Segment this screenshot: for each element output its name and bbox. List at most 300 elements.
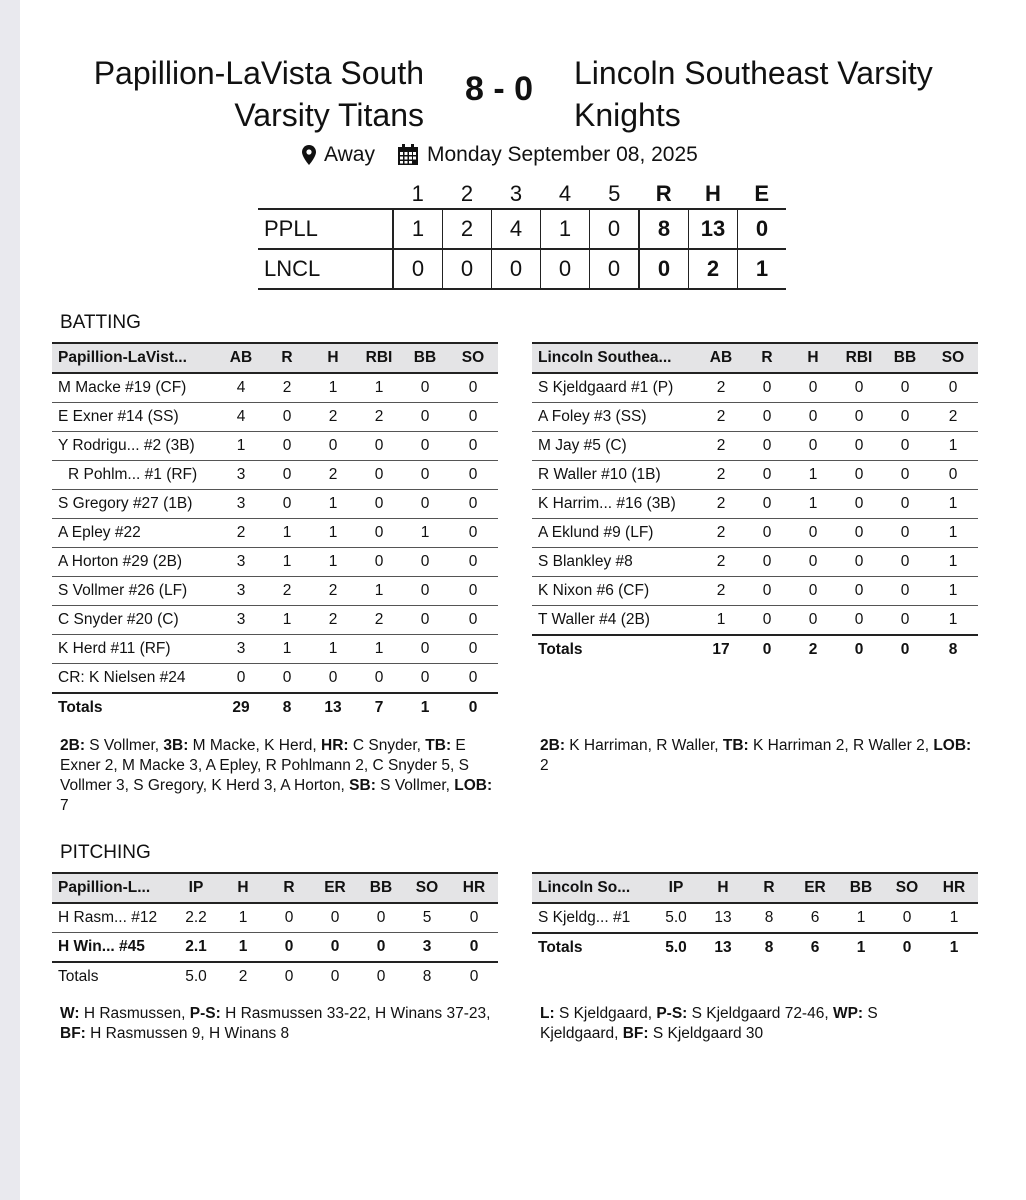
inning-score: 0 (590, 249, 640, 289)
stat-cell: 0 (402, 490, 448, 519)
stat-column-header: RBI (836, 343, 882, 373)
inning-score: 0 (541, 249, 590, 289)
note-key: L: (540, 1005, 555, 1022)
stat-cell: 1 (930, 903, 978, 933)
player-name: H Win... #45 (52, 933, 172, 963)
pitching-notes-away (540, 1004, 960, 1044)
stat-cell: 0 (790, 432, 836, 461)
stat-cell: 1 (356, 373, 402, 403)
player-name: C Snyder #20 (C) (52, 606, 218, 635)
note-key: SB: (349, 777, 376, 794)
note-key: LOB: (933, 737, 972, 754)
player-name: S Kjeldgaard #1 (P) (532, 373, 698, 403)
stat-cell: 0 (744, 548, 790, 577)
game-header (20, 52, 1026, 134)
totals-cell: 7 (356, 693, 402, 722)
stat-cell: 0 (882, 577, 928, 606)
stat-cell: 2 (310, 403, 356, 432)
stat-cell: 0 (358, 933, 404, 963)
note-key: WP: (832, 1005, 864, 1022)
player-row (52, 403, 498, 432)
batting-table-away (532, 342, 978, 664)
note-key: W: (60, 1005, 80, 1022)
pitching-table-away (532, 872, 978, 962)
player-row (532, 606, 978, 636)
away-team-line2: Knights (574, 97, 681, 133)
stat-column-header: IP (652, 873, 700, 903)
totals-cell: 0 (266, 962, 312, 991)
stat-cell: 2 (698, 373, 744, 403)
stat-cell: 1 (838, 903, 884, 933)
totals-cell: 2 (790, 635, 836, 664)
runs-total: 8 (639, 209, 689, 249)
stat-cell: 1 (264, 606, 310, 635)
stat-cell: 0 (882, 519, 928, 548)
stat-cell: 0 (744, 373, 790, 403)
inning-header: 5 (608, 181, 621, 206)
stat-cell: 1 (220, 903, 266, 933)
totals-cell: 2 (220, 962, 266, 991)
stat-cell: 0 (312, 933, 358, 963)
note-value: K Harriman 2, R Waller 2, (748, 737, 934, 754)
stat-cell: 0 (358, 903, 404, 933)
inning-header: 1 (411, 181, 424, 206)
inning-header: 2 (460, 181, 474, 206)
player-row (52, 606, 498, 635)
runs-header: R (655, 181, 672, 206)
stat-cell: 2.2 (172, 903, 220, 933)
totals-cell: 0 (884, 933, 930, 962)
player-row (52, 933, 498, 963)
stat-cell: 2 (698, 519, 744, 548)
stat-column-header: AB (698, 343, 744, 373)
stat-cell: 3 (218, 577, 264, 606)
stat-cell: 0 (448, 490, 498, 519)
note-value: S Vollmer, (84, 737, 164, 754)
note-value: E Exner 2, M Macke 3, A Epley, R Pohlmann 2, C Snyder 5, S Vollmer 3, S Gregory, K Herd 3, A Horton, (60, 737, 469, 794)
stat-cell: 0 (882, 490, 928, 519)
stat-cell: 2 (698, 577, 744, 606)
batting-notes-away (540, 736, 980, 776)
stat-column-header: IP (172, 873, 220, 903)
errors-header: E (754, 181, 770, 206)
stat-column-header: R (264, 343, 310, 373)
note-value: S Vollmer, (375, 777, 455, 794)
player-name: S Vollmer #26 (LF) (52, 577, 218, 606)
batting-table-home (52, 342, 498, 722)
totals-cell: 17 (698, 635, 744, 664)
stat-column-header: ER (312, 873, 358, 903)
stat-cell: 0 (450, 933, 498, 963)
totals-cell: 29 (218, 693, 264, 722)
note-value: C Snyder, (348, 737, 426, 754)
stat-cell: 1 (310, 635, 356, 664)
note-value: H Rasmussen, (79, 1005, 190, 1022)
totals-cell: 0 (312, 962, 358, 991)
stat-cell: 0 (402, 432, 448, 461)
stat-cell: 0 (836, 548, 882, 577)
totals-cell: 8 (746, 933, 792, 962)
pitching-section-title: PITCHING (60, 842, 151, 863)
player-name: A Epley #22 (52, 519, 218, 548)
stat-cell: 0 (266, 903, 312, 933)
stat-cell: 0 (882, 403, 928, 432)
stat-column-header: H (790, 343, 836, 373)
stat-cell: 1 (218, 432, 264, 461)
player-name: CR: K Nielsen #24 (52, 664, 218, 694)
totals-cell: 0 (882, 635, 928, 664)
stat-column-header: SO (404, 873, 450, 903)
home-team-line1: Papillion-LaVista South (93, 55, 424, 91)
note-key: HR: (321, 737, 349, 754)
stat-cell: 0 (448, 577, 498, 606)
stat-cell: 0 (402, 373, 448, 403)
note-value: S Kjeldgaard, (540, 1005, 878, 1042)
stat-cell: 4 (218, 403, 264, 432)
player-row (532, 373, 978, 403)
final-score: 8 - 0 (464, 70, 534, 108)
stat-cell: 1 (698, 606, 744, 636)
stat-cell: 0 (264, 432, 310, 461)
stat-column-header: R (744, 343, 790, 373)
totals-cell: 8 (928, 635, 978, 664)
stat-column-header: R (266, 873, 312, 903)
inning-score: 1 (393, 209, 443, 249)
stat-cell: 0 (218, 664, 264, 694)
stat-cell: 2 (356, 403, 402, 432)
player-row (532, 577, 978, 606)
stat-cell: 0 (264, 403, 310, 432)
player-name: A Foley #3 (SS) (532, 403, 698, 432)
inning-score: 1 (541, 209, 590, 249)
stat-cell: 0 (928, 373, 978, 403)
stat-cell: 1 (928, 519, 978, 548)
totals-cell: 1 (838, 933, 884, 962)
note-key: P-S: (189, 1005, 221, 1022)
stat-cell: 0 (790, 373, 836, 403)
note-key: TB: (722, 737, 749, 754)
totals-cell: 0 (448, 693, 498, 722)
stat-cell: 2 (310, 606, 356, 635)
stat-cell: 1 (220, 933, 266, 963)
stat-cell: 0 (448, 373, 498, 403)
stat-cell: 0 (836, 373, 882, 403)
totals-cell: 5.0 (172, 962, 220, 991)
inning-score: 0 (492, 249, 541, 289)
location-text: Away (324, 143, 375, 166)
stat-cell: 1 (264, 635, 310, 664)
note-key: 3B: (163, 737, 189, 754)
stat-cell: 13 (700, 903, 746, 933)
inning-score: 4 (492, 209, 541, 249)
stat-column-header: H (700, 873, 746, 903)
totals-row (52, 962, 498, 991)
stat-cell: 1 (928, 548, 978, 577)
stat-cell: 0 (402, 606, 448, 635)
stat-cell: 2 (264, 373, 310, 403)
player-row (52, 519, 498, 548)
totals-row (532, 635, 978, 664)
home-team-name (4, 52, 424, 136)
stat-cell: 0 (882, 606, 928, 636)
stat-column-header: BB (838, 873, 884, 903)
note-value: 7 (60, 797, 69, 814)
stat-column-header: ER (792, 873, 838, 903)
totals-cell: 8 (264, 693, 310, 722)
totals-label: Totals (52, 962, 172, 991)
stat-cell: 2 (698, 432, 744, 461)
stat-cell: 3 (218, 461, 264, 490)
stat-cell: 0 (744, 432, 790, 461)
stat-cell: 2 (698, 461, 744, 490)
map-pin-icon (302, 145, 316, 165)
stat-column-header: SO (928, 343, 978, 373)
pitching-table-home (52, 872, 498, 991)
inning-header: 4 (558, 181, 572, 206)
player-name: Y Rodrigu... #2 (3B) (52, 432, 218, 461)
stat-cell: 2 (698, 548, 744, 577)
stat-cell: 0 (928, 461, 978, 490)
stat-cell: 2 (356, 606, 402, 635)
stat-cell: 0 (884, 903, 930, 933)
player-name: H Rasm... #12 (52, 903, 172, 933)
player-name: M Jay #5 (C) (532, 432, 698, 461)
stat-cell: 0 (266, 933, 312, 963)
stat-cell: 1 (928, 577, 978, 606)
team-column-header: Papillion-LaVist... (52, 343, 218, 373)
stat-cell: 0 (356, 664, 402, 694)
stat-cell: 0 (448, 548, 498, 577)
stat-cell: 0 (744, 606, 790, 636)
stat-cell: 0 (790, 403, 836, 432)
stat-cell: 0 (356, 548, 402, 577)
totals-cell: 1 (930, 933, 978, 962)
stat-cell: 2 (698, 403, 744, 432)
player-row (52, 903, 498, 933)
player-row (532, 490, 978, 519)
player-name: S Gregory #27 (1B) (52, 490, 218, 519)
stat-cell: 2.1 (172, 933, 220, 963)
note-key: BF: (622, 1025, 649, 1042)
stat-cell: 0 (402, 403, 448, 432)
inning-score: 0 (393, 249, 443, 289)
stat-cell: 0 (836, 432, 882, 461)
totals-cell: 0 (450, 962, 498, 991)
linescore-corner (258, 180, 393, 209)
player-name: S Kjeldg... #1 (532, 903, 652, 933)
player-row (52, 490, 498, 519)
stat-cell: 2 (218, 519, 264, 548)
stat-cell: 0 (882, 432, 928, 461)
stat-cell: 0 (356, 519, 402, 548)
stat-cell: 0 (836, 490, 882, 519)
stat-cell: 2 (264, 577, 310, 606)
note-value: S Kjeldgaard 72-46, (687, 1005, 833, 1022)
totals-row (52, 693, 498, 722)
stat-cell: 0 (264, 664, 310, 694)
stat-cell: 1 (928, 490, 978, 519)
box-score-page (20, 0, 1026, 1200)
totals-cell: 8 (404, 962, 450, 991)
stat-cell: 0 (310, 664, 356, 694)
totals-cell: 6 (792, 933, 838, 962)
player-row (52, 635, 498, 664)
stat-column-header: H (220, 873, 266, 903)
stat-cell: 2 (310, 577, 356, 606)
pitching-notes-home (60, 1004, 500, 1044)
stat-column-header: BB (402, 343, 448, 373)
inning-score: 2 (443, 209, 492, 249)
inning-score: 0 (443, 249, 492, 289)
stat-column-header: BB (882, 343, 928, 373)
stat-cell: 3 (218, 548, 264, 577)
linescore-row-home (258, 209, 786, 249)
stat-cell: 0 (402, 664, 448, 694)
player-row (532, 403, 978, 432)
stat-cell: 1 (790, 461, 836, 490)
errors-total: 0 (738, 209, 787, 249)
totals-cell: 1 (402, 693, 448, 722)
batting-section-title: BATTING (60, 312, 141, 333)
game-date: Monday September 08, 2025 (426, 143, 698, 166)
player-name: K Nixon #6 (CF) (532, 577, 698, 606)
totals-label: Totals (532, 635, 698, 664)
note-key: 2B: (60, 737, 85, 754)
stat-cell: 0 (836, 519, 882, 548)
stat-cell: 1 (402, 519, 448, 548)
note-key: 2B: (540, 737, 565, 754)
inning-header: 3 (509, 181, 523, 206)
stat-cell: 6 (792, 903, 838, 933)
errors-total: 1 (738, 249, 787, 289)
player-name: M Macke #19 (CF) (52, 373, 218, 403)
stat-column-header: SO (448, 343, 498, 373)
player-row (52, 664, 498, 694)
stat-column-header: HR (930, 873, 978, 903)
totals-cell: 5.0 (652, 933, 700, 962)
note-value: 2 (540, 757, 549, 774)
stat-cell: 3 (404, 933, 450, 963)
stat-column-header: R (746, 873, 792, 903)
stat-column-header: SO (884, 873, 930, 903)
stat-cell: 0 (836, 403, 882, 432)
stat-cell: 0 (882, 373, 928, 403)
player-row (532, 432, 978, 461)
stat-cell: 1 (310, 373, 356, 403)
player-name: A Horton #29 (2B) (52, 548, 218, 577)
stat-cell: 0 (744, 490, 790, 519)
home-team-line2: Varsity Titans (234, 97, 424, 133)
team-column-header: Lincoln Southea... (532, 343, 698, 373)
stat-cell: 0 (882, 548, 928, 577)
player-row (52, 461, 498, 490)
stat-cell: 0 (264, 461, 310, 490)
stat-cell: 0 (448, 664, 498, 694)
stat-cell: 1 (356, 577, 402, 606)
stat-cell: 1 (264, 548, 310, 577)
note-value: H Rasmussen 33-22, H Winans 37-23, (220, 1005, 491, 1022)
stat-cell: 0 (744, 461, 790, 490)
player-row (52, 373, 498, 403)
stat-cell: 0 (448, 461, 498, 490)
note-key: TB: (425, 737, 452, 754)
totals-row (532, 933, 978, 962)
player-name: R Pohlm... #1 (RF) (52, 461, 218, 490)
player-name: A Eklund #9 (LF) (532, 519, 698, 548)
stat-cell: 0 (448, 403, 498, 432)
stat-cell: 0 (836, 606, 882, 636)
stat-cell: 1 (310, 490, 356, 519)
player-name: S Blankley #8 (532, 548, 698, 577)
stat-cell: 1 (310, 548, 356, 577)
stat-cell: 0 (790, 548, 836, 577)
player-row (532, 519, 978, 548)
stat-cell: 0 (312, 903, 358, 933)
team-column-header: Papillion-L... (52, 873, 172, 903)
note-key: LOB: (454, 777, 493, 794)
player-name: K Herd #11 (RF) (52, 635, 218, 664)
note-key: P-S: (656, 1005, 688, 1022)
totals-cell: 13 (310, 693, 356, 722)
linescore-row-away (258, 249, 786, 289)
player-row (52, 432, 498, 461)
totals-label: Totals (532, 933, 652, 962)
stat-cell: 0 (882, 461, 928, 490)
game-meta (302, 140, 698, 170)
stat-cell: 1 (356, 635, 402, 664)
stat-cell: 0 (448, 432, 498, 461)
stat-cell: 3 (218, 606, 264, 635)
stat-cell: 5.0 (652, 903, 700, 933)
stat-cell: 0 (836, 577, 882, 606)
stat-cell: 0 (448, 519, 498, 548)
batting-notes-home (60, 736, 500, 816)
stat-cell: 2 (928, 403, 978, 432)
stat-cell: 0 (402, 635, 448, 664)
stat-cell: 0 (836, 461, 882, 490)
note-value: H Rasmussen 9, H Winans 8 (85, 1025, 290, 1042)
note-value: S Kjeldgaard 30 (648, 1025, 764, 1042)
stat-cell: 5 (404, 903, 450, 933)
stat-column-header: HR (450, 873, 498, 903)
stat-cell: 0 (790, 577, 836, 606)
stat-cell: 0 (744, 577, 790, 606)
stat-cell: 0 (744, 403, 790, 432)
runs-total: 0 (639, 249, 689, 289)
stat-cell: 1 (928, 432, 978, 461)
stat-cell: 1 (310, 519, 356, 548)
stat-cell: 2 (310, 461, 356, 490)
stat-cell: 0 (356, 490, 402, 519)
note-value: M Macke, K Herd, (188, 737, 322, 754)
stat-column-header: BB (358, 873, 404, 903)
linescore-team: PPLL (264, 216, 318, 241)
stat-cell: 0 (402, 461, 448, 490)
note-value: K Harriman, R Waller, (564, 737, 723, 754)
stat-column-header: RBI (356, 343, 402, 373)
stat-cell: 0 (264, 490, 310, 519)
note-value: S Kjeldgaard, (554, 1005, 657, 1022)
stat-cell: 0 (448, 606, 498, 635)
totals-cell: 0 (358, 962, 404, 991)
linescore-team: LNCL (264, 256, 321, 281)
stat-cell: 0 (356, 432, 402, 461)
stat-cell: 0 (790, 606, 836, 636)
stat-cell: 0 (790, 519, 836, 548)
away-team-name (574, 52, 1014, 136)
totals-cell: 0 (744, 635, 790, 664)
inning-score: 0 (590, 209, 640, 249)
